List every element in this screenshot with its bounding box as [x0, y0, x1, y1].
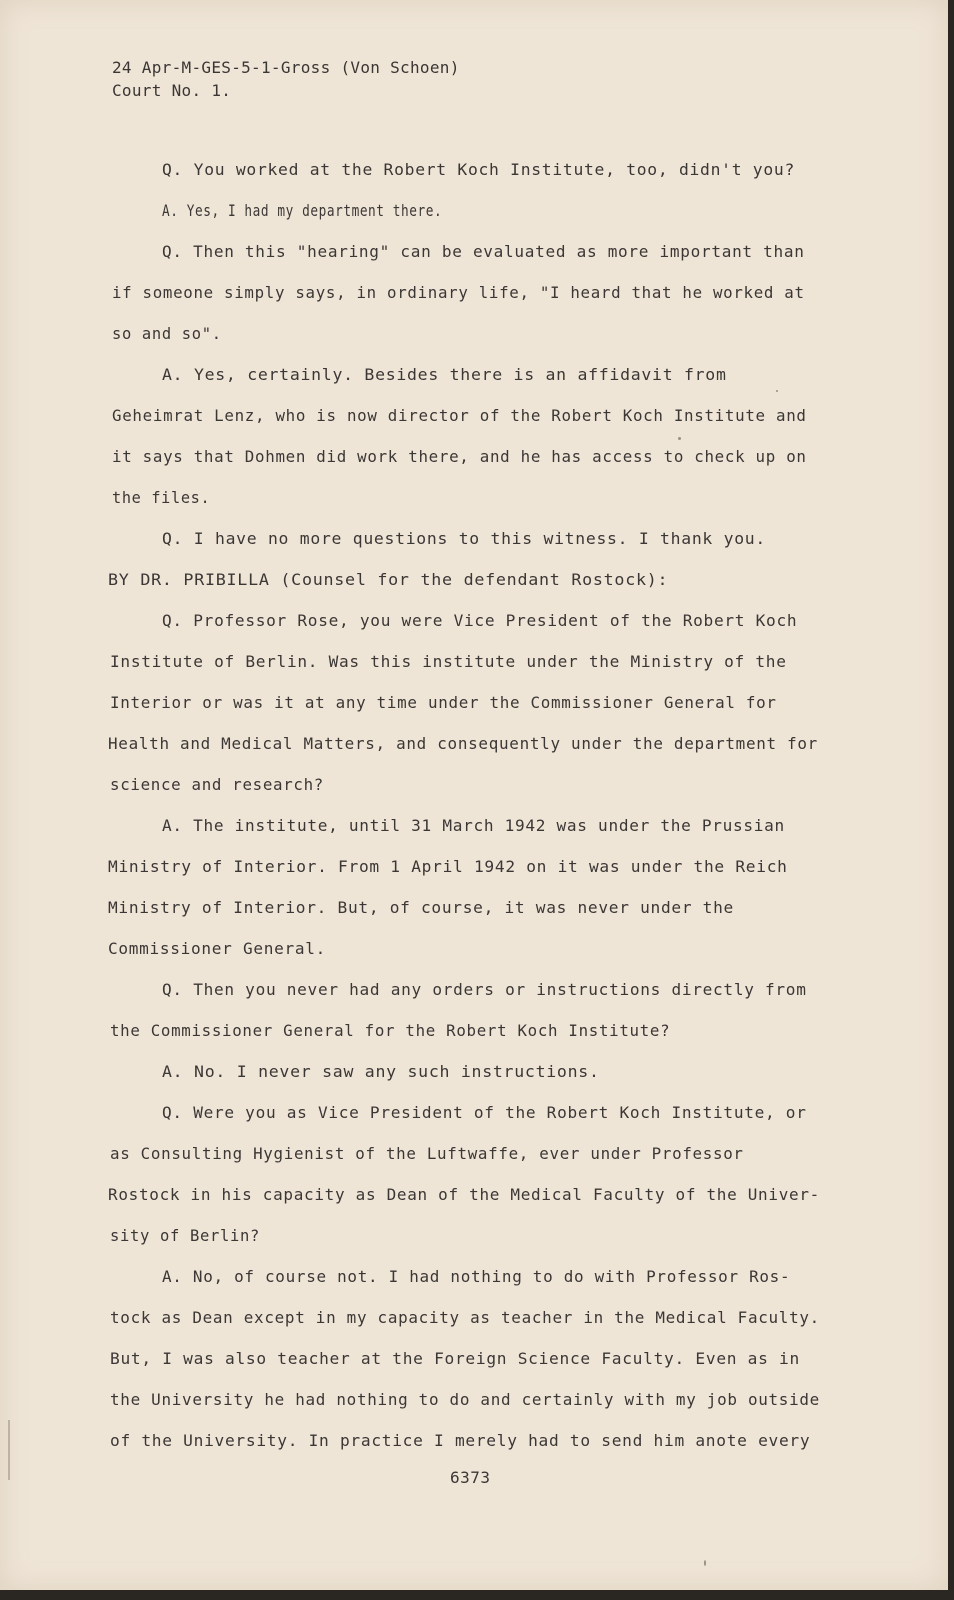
transcript-line: Q. Professor Rose, you were Vice President of the Robert Koch [162, 611, 798, 630]
transcript-line: Institute of Berlin. Was this institute under the Ministry of the [110, 652, 787, 671]
transcript-line: Q. Then you never had any orders or instructions directly from [162, 980, 807, 999]
examination-heading: BY DR. PRIBILLA (Counsel for the defendant Rostock): [108, 570, 669, 589]
transcript-line: Commissioner General. [108, 939, 326, 958]
transcript-line: the Commissioner General for the Robert Koch Institute? [110, 1021, 671, 1040]
transcript-line: the University he had nothing to do and certainly with my job outside [110, 1390, 820, 1409]
transcript-line: A. No, of course not. I had nothing to do with Professor Ros- [162, 1267, 791, 1286]
transcript-line: Geheimrat Lenz, who is now director of the Robert Koch Institute and [112, 406, 807, 425]
transcript-line: Interior or was it at any time under the Commissioner General for [110, 693, 777, 712]
transcript-line: it says that Dohmen did work there, and he has access to check up on [112, 447, 807, 466]
transcript-line: Rostock in his capacity as Dean of the Medical Faculty of the Univer- [108, 1185, 820, 1204]
transcript-line: as Consulting Hygienist of the Luftwaffe, ever under Professor [110, 1144, 744, 1163]
transcript-line: sity of Berlin? [110, 1226, 260, 1245]
transcript-line: Ministry of Interior. From 1 April 1942 on it was under the Reich [108, 857, 788, 876]
transcript-line: Health and Medical Matters, and consequently under the department for [108, 734, 818, 753]
transcript-line: But, I was also teacher at the Foreign Science Faculty. Even as in [110, 1349, 800, 1368]
transcript-line: Q. Were you as Vice President of the Robert Koch Institute, or [162, 1103, 807, 1122]
transcript-line: tock as Dean except in my capacity as teacher in the Medical Faculty. [110, 1308, 820, 1327]
transcript-line: A. The institute, until 31 March 1942 was under the Prussian [162, 816, 785, 835]
transcript-line: if someone simply says, in ordinary life, "I heard that he worked at [112, 283, 805, 302]
paper-speck [678, 437, 681, 440]
transcript-line: Q. I have no more questions to this witness. I thank you. [162, 529, 767, 548]
transcript-line: the files. [112, 488, 211, 507]
transcript-line: science and research? [110, 775, 325, 794]
paper-edge-mark [8, 1420, 10, 1480]
transcript-line: of the University. In practice I merely had to send him anote every [110, 1431, 811, 1450]
transcript-line: A. Yes, I had my department there. [162, 201, 443, 220]
paper-speck [704, 1560, 706, 1566]
paper-speck [776, 390, 778, 392]
transcript-line: Ministry of Interior. But, of course, it was never under the [108, 898, 734, 917]
header-court: Court No. 1. [112, 81, 232, 100]
transcript-line: A. No. I never saw any such instructions. [162, 1062, 600, 1081]
transcript-line: so and so". [112, 324, 222, 343]
page-number: 6373 [450, 1468, 491, 1487]
transcript-line: Q. Then this "hearing" can be evaluated as more important than [162, 242, 805, 261]
document-header [112, 56, 460, 102]
transcript-line: A. Yes, certainly. Besides there is an affidavit from [162, 365, 727, 384]
header-reference: 24 Apr-M-GES-5-1-Gross (Von Schoen) [112, 58, 460, 77]
transcript-line: Q. You worked at the Robert Koch Institute, too, didn't you? [162, 160, 795, 179]
